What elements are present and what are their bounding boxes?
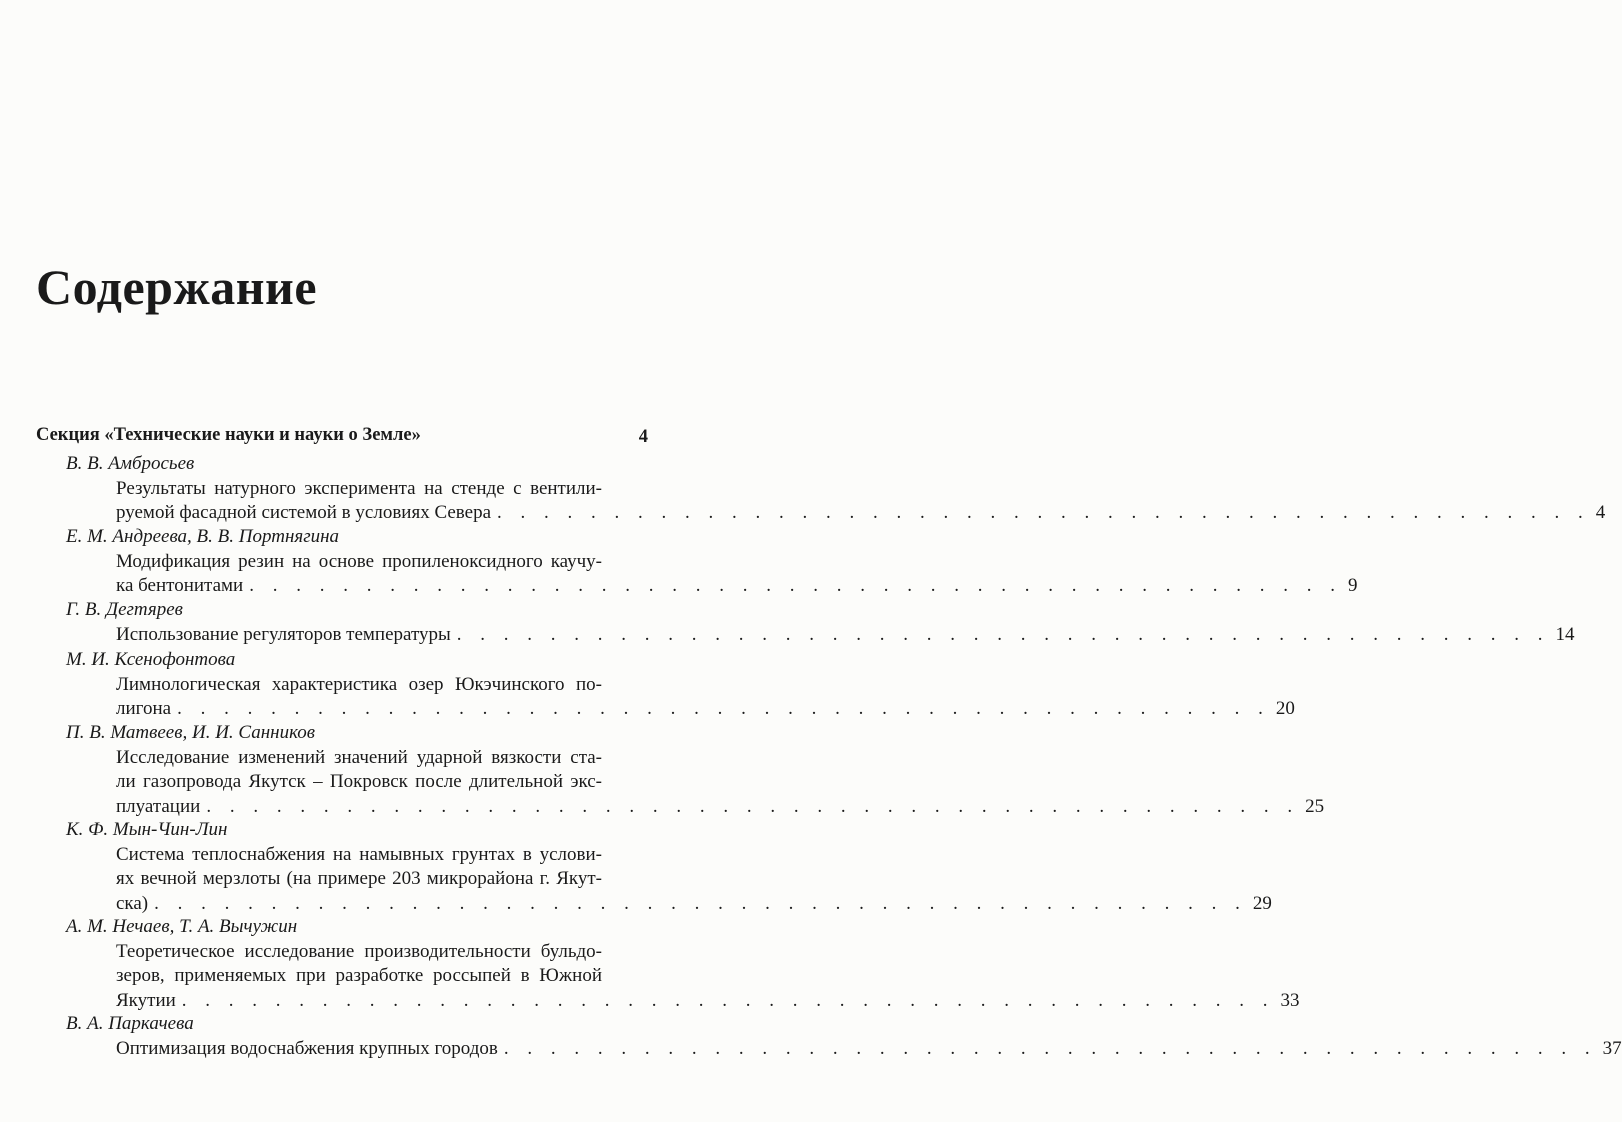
toc-entry-title-line: Модификация резин на основе пропиленоксидного каучу- bbox=[116, 550, 602, 572]
dot-leader: . . . . . . . . . . . . . . . . . . . . . . . . . . . . . . . . . . . . . . . . . . . . . . . bbox=[181, 989, 1275, 1011]
toc-entry-title-line: Результаты натурного эксперимента на стенде с вентили- bbox=[116, 477, 602, 499]
toc-entry-title-line: Якутии bbox=[116, 989, 176, 1011]
dot-leader: . . . . . . . . . . . . . . . . . . . . . . . . . . . . . . . . . . . . . . . . . . . . . . . bbox=[503, 1037, 1597, 1059]
section-page-number: 4 bbox=[638, 427, 648, 447]
toc-page-number: 14 bbox=[1555, 623, 1575, 645]
toc-author: К. Ф. Мын-Чин-Лин bbox=[66, 819, 228, 840]
toc-page-number: 9 bbox=[1347, 575, 1358, 596]
dot-leader: . . . . . . . . . . . . . . . . . . . . . . . . . . . . . . . . . . . . . . . . . . . . . . . bbox=[249, 575, 1342, 596]
section-label: Секция «Технические науки и науки о Земле» bbox=[36, 425, 421, 445]
toc-author: П. В. Матвеев, И. И. Санников bbox=[66, 722, 315, 743]
toc-entry-title-line: ях вечной мерзлоты (на примере 203 микрорайона г. Якут- bbox=[116, 868, 602, 889]
toc-page-number: 4 bbox=[1595, 502, 1606, 523]
toc-entry-title-line: Система теплоснабжения на намывных грунтах в услови- bbox=[116, 843, 602, 865]
toc-entry-title-line: Исследование изменений значений ударной вязкости ста- bbox=[116, 746, 602, 768]
dot-leader: . . . . . . . . . . . . . . . . . . . . . . . . . . . . . . . . . . . . . . . . . . . . . . . bbox=[154, 892, 1247, 914]
toc-entry[interactable] bbox=[116, 892, 1272, 916]
toc-page-number: 20 bbox=[1275, 698, 1295, 719]
toc-entry[interactable] bbox=[116, 574, 1358, 598]
dot-leader: . . . . . . . . . . . . . . . . . . . . . . . . . . . . . . . . . . . . . . . . . . . . . . . bbox=[206, 795, 1300, 817]
dot-leader: . . . . . . . . . . . . . . . . . . . . . . . . . . . . . . . . . . . . . . . . . . . . . . . bbox=[177, 698, 1270, 719]
toc-entry[interactable] bbox=[116, 1037, 1622, 1061]
dot-leader: . . . . . . . . . . . . . . . . . . . . . . . . . . . . . . . . . . . . . . . . . . . . . . . bbox=[497, 502, 1590, 523]
toc-page-number: 25 bbox=[1305, 795, 1325, 817]
section-heading bbox=[36, 425, 652, 445]
toc-entry-title-line: Лимнологическая характеристика озер Юкэчинского по- bbox=[116, 673, 602, 695]
toc-entry[interactable] bbox=[116, 989, 1300, 1013]
toc-entry-title-line: ска) bbox=[116, 892, 149, 914]
toc-entry-title-line: ка бентонитами bbox=[116, 575, 244, 596]
toc-page-number: 33 bbox=[1280, 989, 1300, 1011]
toc-author: Е. М. Андреева, В. В. Портнягина bbox=[66, 526, 340, 547]
toc-page-number: 29 bbox=[1252, 892, 1272, 914]
toc-entry-title-line: Оптимизация водоснабжения крупных городов bbox=[116, 1037, 498, 1059]
toc-page-number: 37 bbox=[1602, 1037, 1622, 1059]
toc-entry-title-line: лигона bbox=[116, 698, 172, 719]
toc-entry[interactable] bbox=[116, 501, 1606, 525]
toc-entry-title-line: Теоретическое исследование производительности бульдо- bbox=[116, 940, 602, 962]
toc-entry[interactable] bbox=[116, 795, 1325, 819]
toc-author: В. В. Амбросьев bbox=[66, 453, 195, 474]
toc-entry-title-line: плуатации bbox=[116, 795, 201, 817]
toc-author: А. М. Нечаев, Т. А. Вычужин bbox=[66, 916, 298, 937]
page-title: Содержание bbox=[36, 259, 318, 315]
toc-entry-title-line: руемой фасадной системой в условиях Севера bbox=[116, 502, 492, 523]
toc-author: М. И. Ксенофонтова bbox=[66, 649, 236, 670]
toc-entry-title-line: ли газопровода Якутск – Покровск после длительной экс- bbox=[116, 771, 602, 792]
toc-entry-title-line: Использование регуляторов температуры bbox=[116, 623, 451, 645]
toc-entry[interactable] bbox=[116, 697, 1295, 721]
dot-leader: . . . . . . . . . . . . . . . . . . . . . . . . . . . . . . . . . . . . . . . . . . . . . . . bbox=[456, 623, 1550, 645]
toc-entry[interactable] bbox=[116, 623, 1575, 647]
toc-entry-title-line: зеров, применяемых при разработке россыпей в Южной bbox=[116, 965, 602, 986]
toc-author: Г. В. Дегтярев bbox=[66, 599, 183, 620]
toc-author: В. А. Паркачева bbox=[66, 1013, 194, 1034]
